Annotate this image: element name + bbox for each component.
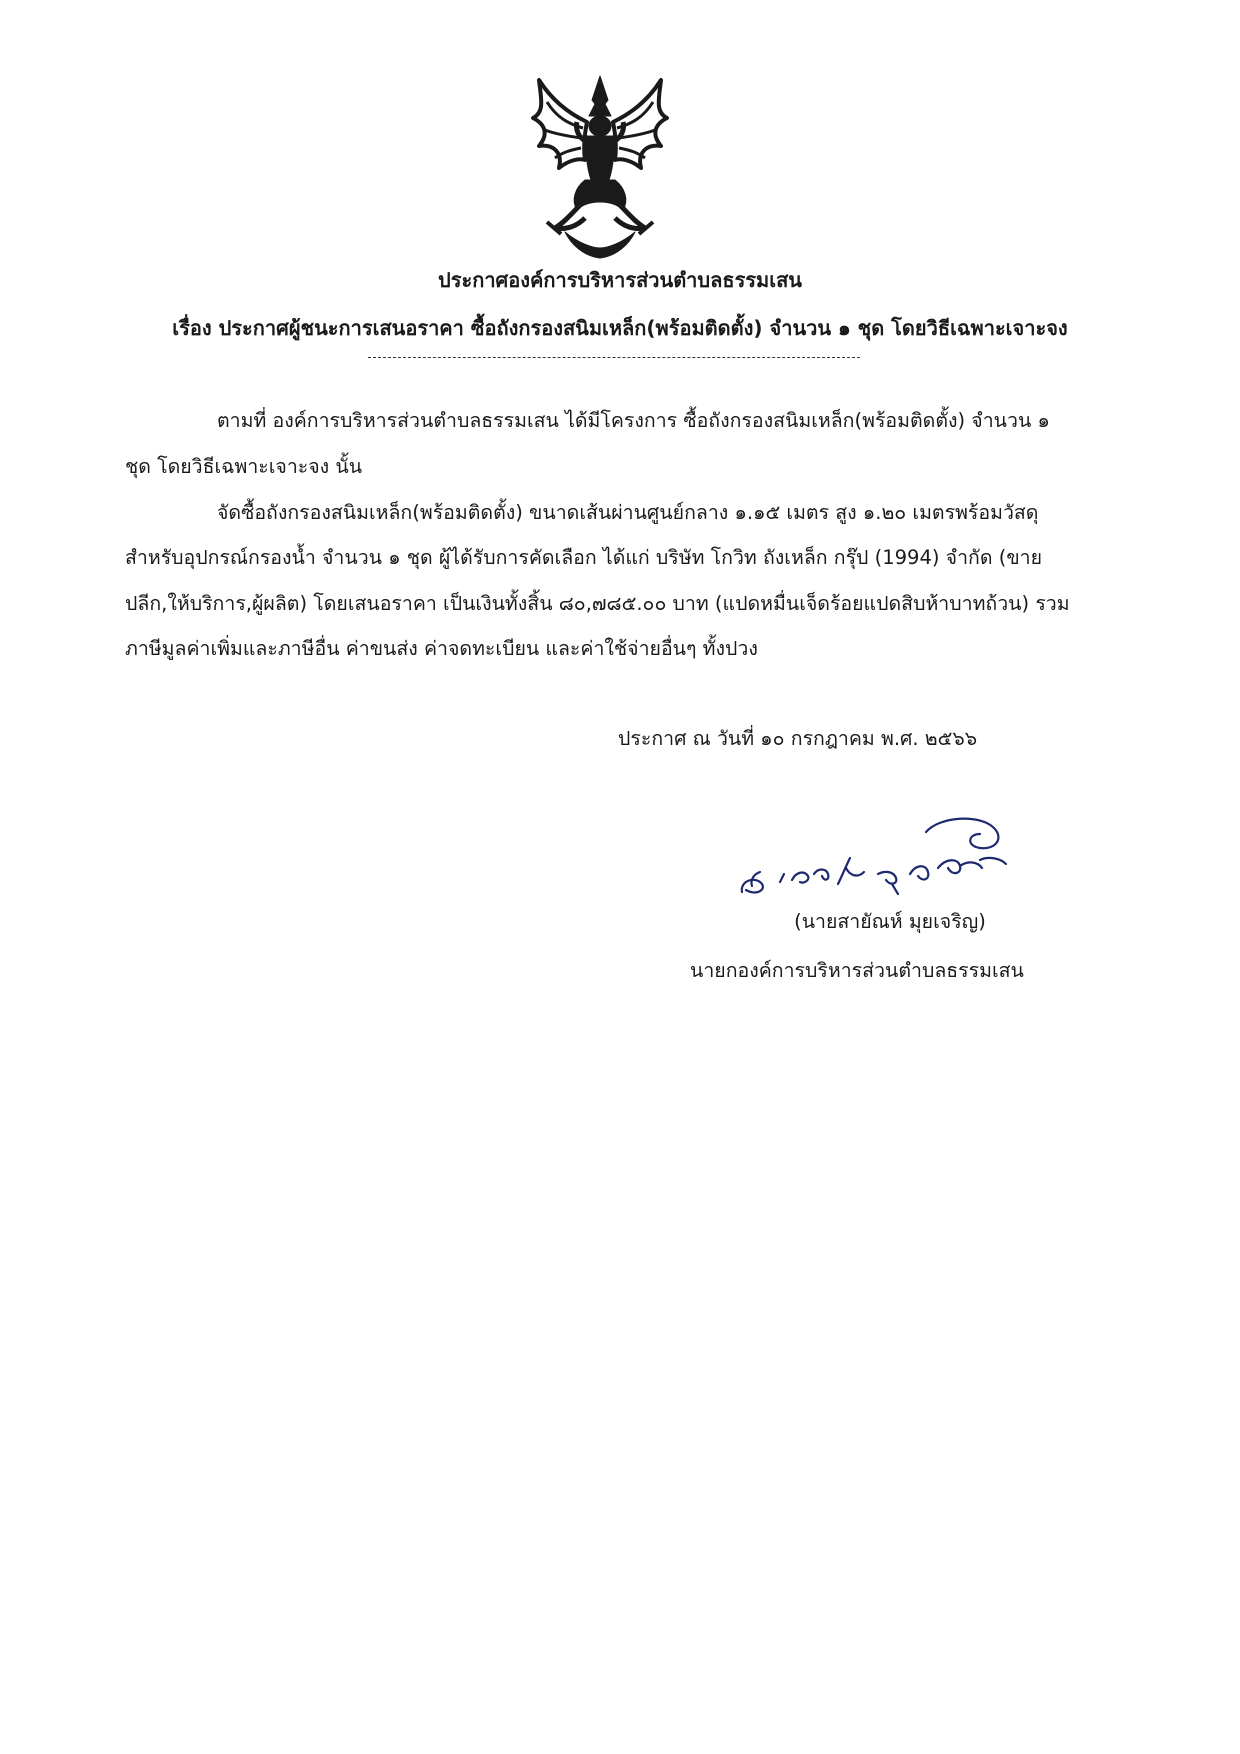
paragraph-1-line-1: ตามที่ องค์การบริหารส่วนตำบลธรรมเสน ได้มีโครงการ ซื้อถังกรองสนิมเหล็ก(พร้อมติดตั้ง) จำนวน ๑ — [217, 409, 1050, 432]
paragraph-2-line-3: ปลีก,ให้บริการ,ผู้ผลิต) โดยเสนอราคา เป็นเงินทั้งสิ้น ๘๐,๗๘๕.๐๐ บาท (แปดหมื่นเจ็ดร้อยแปดสิบห้าบาทถ้วน) รวม — [125, 592, 1070, 615]
paragraph-2-line-1: จัดซื้อถังกรองสนิมเหล็ก(พร้อมติดตั้ง) ขนาดเส้นผ่านศูนย์กลาง ๑.๑๕ เมตร สูง ๑.๒๐ เมตรพร้อมวัสดุ — [217, 501, 1039, 524]
paragraph-2-line-4: ภาษีมูลค่าเพิ่มและภาษีอื่น ค่าขนส่ง ค่าจดทะเบียน และค่าใช้จ่ายอื่นๆ ทั้งปวง — [125, 637, 758, 660]
signer-position: นายกองค์การบริหารส่วนตำบลธรรมเสน — [690, 959, 1024, 982]
document-title: ประกาศองค์การบริหารส่วนตำบลธรรมเสน — [438, 268, 802, 292]
paragraph-1-line-2: ชุด โดยวิธีเฉพาะเจาะจง นั้น — [125, 455, 363, 478]
handwritten-signature-icon — [730, 802, 1020, 907]
document-subject: เรื่อง ประกาศผู้ชนะการเสนอราคา ซื้อถังกรองสนิมเหล็ก(พร้อมติดตั้ง) จำนวน ๑ ชุด โดยวิธีเฉพาะเจาะจง — [172, 316, 1068, 340]
signer-name: (นายสายัณห์ มุยเจริญ) — [794, 910, 986, 933]
announcement-date: ประกาศ ณ วันที่ ๑๐ กรกฎาคม พ.ศ. ๒๕๖๖ — [618, 727, 978, 750]
paragraph-2-line-2: สำหรับอุปกรณ์กรองน้ำ จำนวน ๑ ชุด ผู้ได้รับการคัดเลือก ได้แก่ บริษัท โกวิท ถังเหล็ก กรุ๊ป (1994) จำกัด (ขาย — [125, 546, 1043, 569]
garuda-emblem-icon — [525, 72, 675, 260]
separator-dashed-line — [368, 357, 860, 358]
